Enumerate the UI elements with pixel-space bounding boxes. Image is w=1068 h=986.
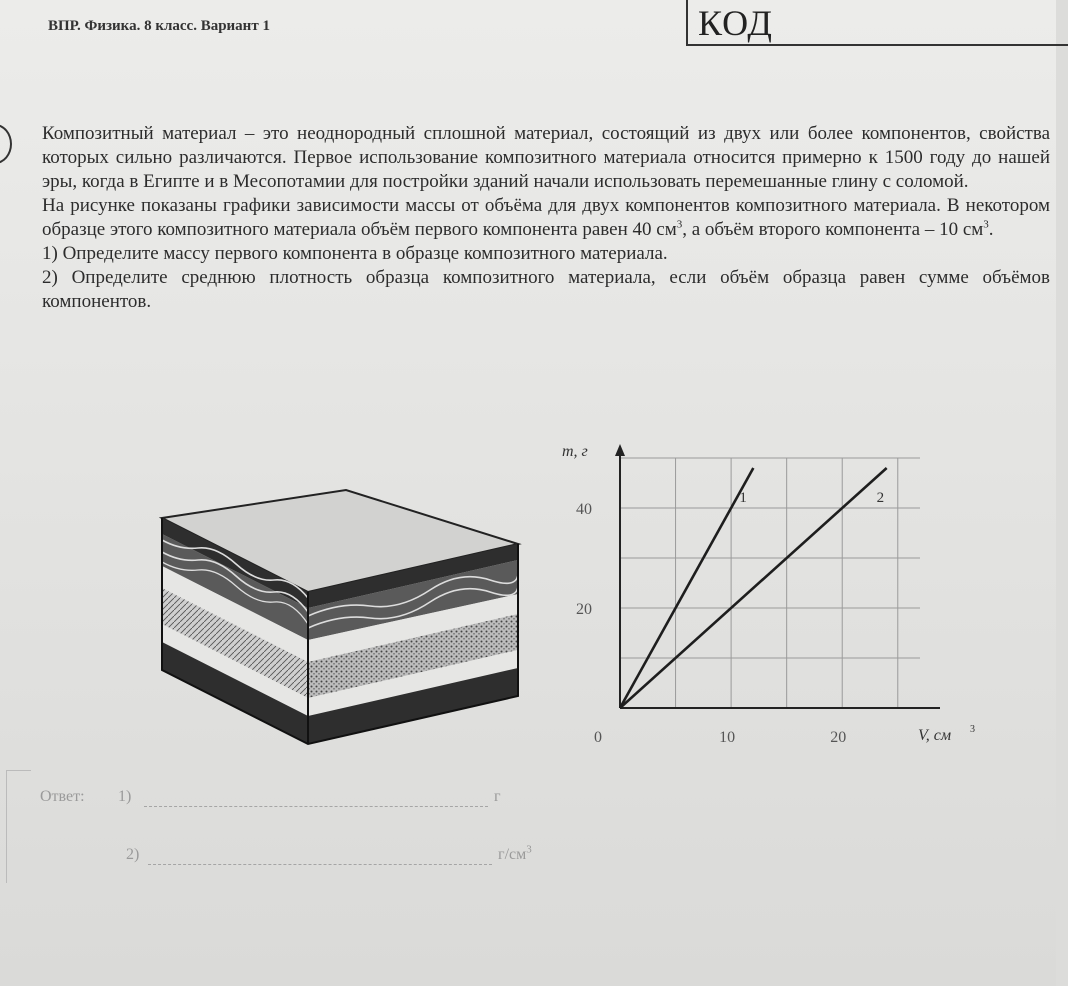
answer-item-2-label: 2) <box>126 846 140 863</box>
answer-area <box>0 770 1056 890</box>
code-box <box>686 0 1068 46</box>
desc-exponent-2: 3 <box>983 218 989 231</box>
series-line-2 <box>620 468 887 708</box>
chart-series <box>620 468 887 708</box>
answer-2-field[interactable] <box>148 864 492 865</box>
series-line-1 <box>620 468 753 708</box>
y-axis-arrow <box>615 444 625 456</box>
series-label-1: 1 <box>739 490 747 506</box>
series-label-2: 2 <box>876 490 885 506</box>
task-intro: Композитный материал – это неоднородный сплошной материал, состоящий из двух или более компонентов, свойства которых сильно различаются. Первое использование композитного материала относится примерно к 1500 году до нашей эры, когда в Египте и в Месопотамии для постройки зданий начали использовать перемешанные глину с соломой. <box>42 123 1050 192</box>
y-tick-label: 40 <box>576 501 592 518</box>
answer-1-unit: г <box>494 788 501 805</box>
answer-1-field[interactable] <box>144 806 488 807</box>
x-axis-label: V, см <box>918 727 952 744</box>
x-tick-label: 10 <box>719 729 736 746</box>
answer-label: Ответ: <box>40 788 85 805</box>
task-number-circle <box>0 124 12 164</box>
exam-title: ВПР. Физика. 8 класс. Вариант 1 <box>48 18 270 34</box>
question-1: 1) Определите массу первого компонента в образце композитного материала. <box>42 243 668 264</box>
answer-bracket <box>6 770 31 883</box>
task-text <box>42 122 1050 314</box>
desc-part3: . <box>988 219 994 240</box>
y-tick-label: 20 <box>576 601 592 618</box>
desc-exponent-1: 3 <box>676 218 683 231</box>
x-axis-label-exponent: 3 <box>970 724 975 735</box>
task-description <box>42 194 1050 242</box>
answer-2-unit: $г/см^3$ <box>498 843 532 863</box>
answer-item-1-label: 1) <box>118 788 132 805</box>
chart-grid <box>620 458 920 708</box>
desc-part1: На рисунке показаны графики зависимости массы от объёма для двух компонентов композитного материала. В некотором образце этого композитного материала объём первого компонента равен 40 см <box>42 195 1050 240</box>
composite-block-illustration <box>150 490 530 750</box>
desc-part2: , а объём второго компонента – 10 см <box>682 219 984 240</box>
x-tick-label: 20 <box>830 729 847 746</box>
code-label: КОД <box>698 3 773 43</box>
question-2: 2) Определите среднюю плотность образца композитного материала, если объём образца равен сумме объёмов компонентов. <box>42 267 1050 312</box>
x-tick-label: 0 <box>594 729 602 746</box>
y-axis-label: m, г <box>562 443 588 460</box>
mass-volume-chart <box>560 443 975 762</box>
